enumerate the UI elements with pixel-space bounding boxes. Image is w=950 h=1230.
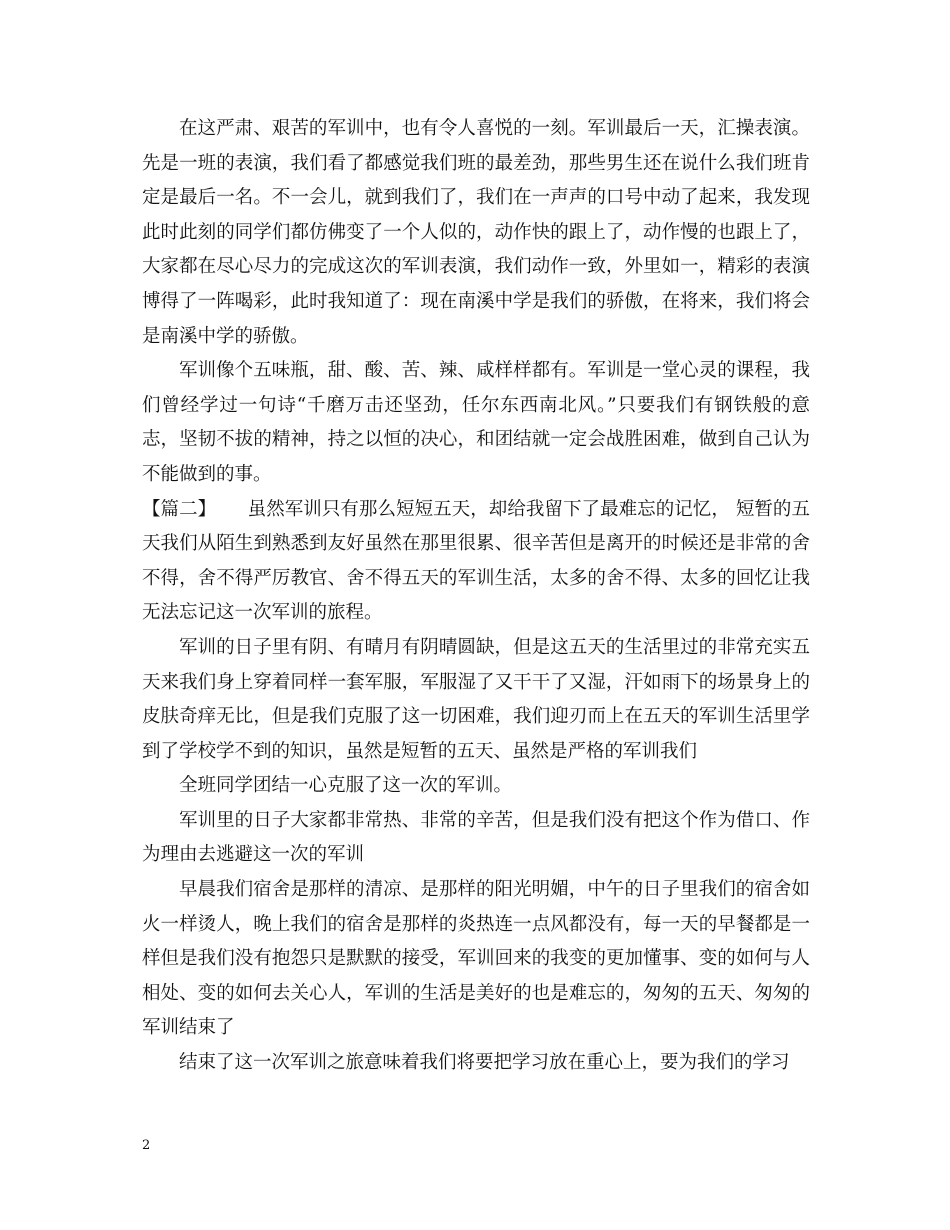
paragraph-1: 在这严肃、艰苦的军训中，也有令人喜悦的一刻。军训最后一天，汇操表演。先是一班的表演，我们看了都感觉我们班的最差劲，那些男生还在说什么我们班肯定是最后一名。不一会儿，就到我们了，我们在一声声的口号中动了起来，我发现此时此刻的同学们都仿佛变了一个人似的，动作快的跟上了，动作慢的也跟上了，大家都在尽心尽力的完成这次的军训表演，我们动作一致，外里如一，精彩的表演博得了一阵喝彩，此时我知道了：现在南溪中学是我们的骄傲，在将来，我们将会是南溪中学的骄傲。 [142,118,810,347]
paragraph-6: 早晨我们宿舍是那样的清凉、是那样的阳光明媚，中午的日子里我们的宿舍如火一样烫人，晚上我们的宿舍是那样的炎热连一点风都没有，每一天的早餐都是一样但是我们没有抱怨只是默默的接受，军训回来的我变的更加懂事、变的如何与人相处、变的如何去关心人，军训的生活是美好的也是难忘的，匆匆的五天、匆匆的军训结束了 [142,879,810,1039]
paragraph-2: 军训像个五味瓶，甜、酸、苦、辣、咸样样都有。军训是一堂心灵的课程，我们曾经学过一句诗“千磨万击还坚劲，任尔东西南北风。”只要我们有钢铁般的意志，坚韧不拔的精神，持之以恒的决心，和团结就一定会战胜困难，做到自己认为不能做到的事。 [142,360,810,485]
document-body [142,112,810,1081]
page-number: 2 [142,1138,151,1153]
paragraph-3: 军训的日子里有阴、有晴月有阴晴圆缺，但是这五天的生活里过的非常充实五天来我们身上穿着同样一套军服，军服湿了又干干了又湿，汗如雨下的场景身上的皮肤奇痒无比，但是我们克服了这一切困难，我们迎刃而上在五天的军训生活里学到了学校学不到的知识，虽然是短暂的五天、虽然是严格的军训我们 [142,636,810,762]
paragraph-5: 军训里的日子大家都非常热、非常的辛苦，但是我们没有把这个作为借口、作为理由去逃避这一次的军训 [142,809,810,866]
paragraph-4: 全班同学团结一心克服了这一次的军训。 [179,775,513,797]
section-2-paragraph [142,493,810,631]
paragraph-7: 结束了这一次军训之旅意味着我们将要把学习放在重心上，要为我们的学习 [179,1052,790,1074]
section-2-label: 【篇二】 [142,498,217,520]
section-2-text: 虽然军训只有那么短短五天，却给我留下了最难忘的记忆， 短暂的五天我们从陌生到熟悉到友好虽然在那里很累、很辛苦但是离开的时候还是非常的舍不得，舍不得严厉教官、舍不得五天的军训生活，太多的舍不得、太多的回忆让我无法忘记这一次军训的旅程。 [142,498,810,624]
